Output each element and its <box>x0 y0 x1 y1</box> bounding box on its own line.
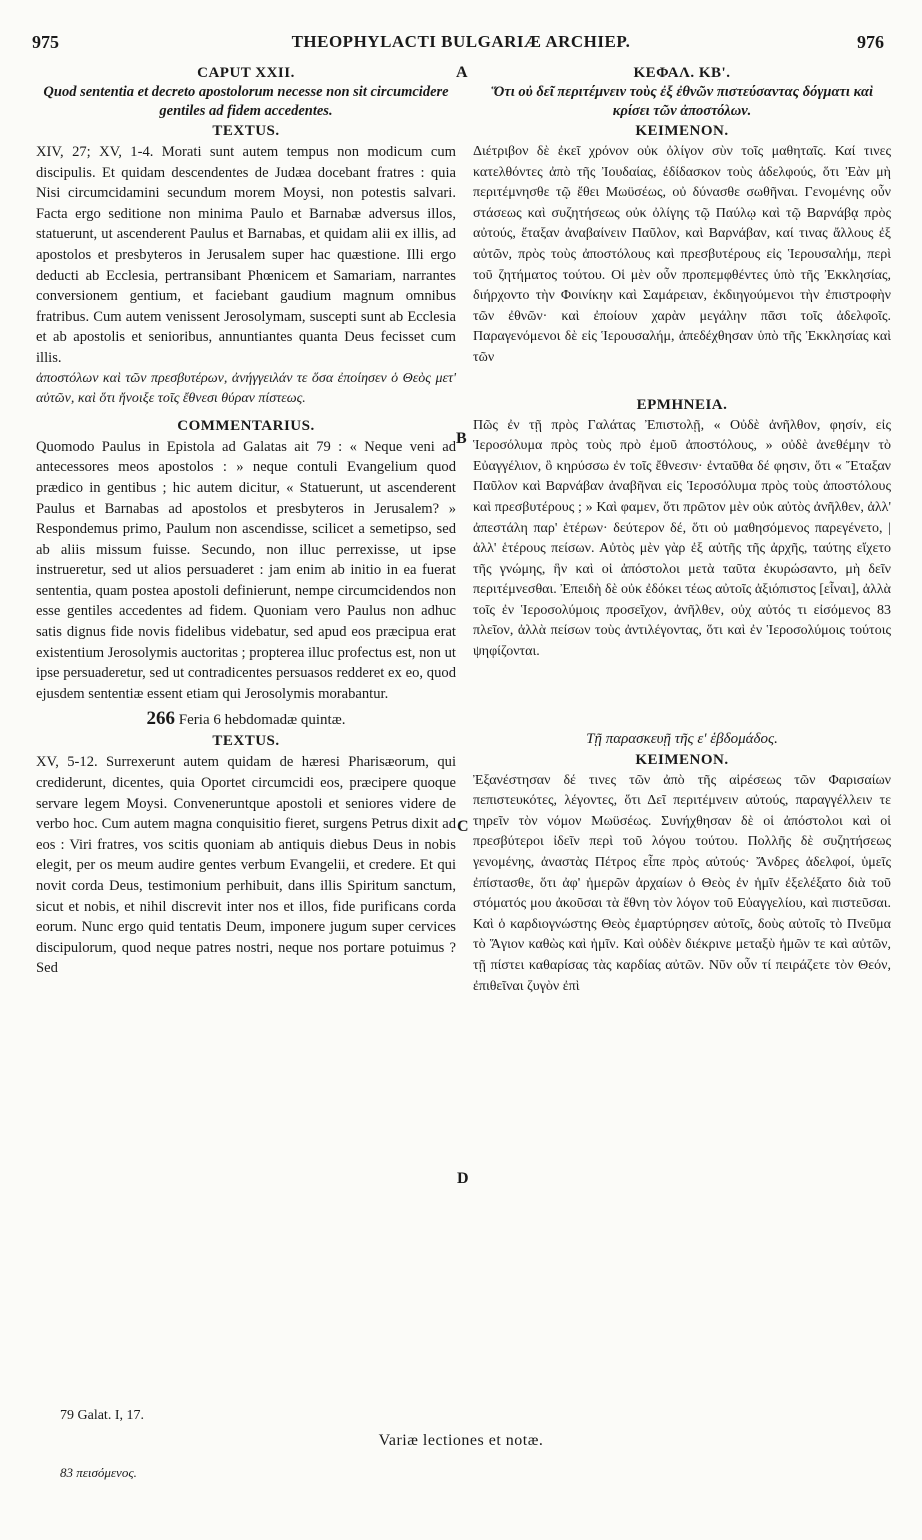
textus-heading-1: TEXTUS. <box>212 123 280 139</box>
keimenon-heading-1: ΚΕΙΜΕΝΟΝ. <box>635 123 729 139</box>
page-number-left: 975 <box>32 32 59 52</box>
latin-subtitle: Quod sententia et decreto apostolorum necesse non sit circumcidere gentiles ad fidem accedentes. <box>43 84 449 119</box>
latin-commentary: Quomodo Paulus in Epistola ad Galatas ait 79 : « Neque veni ad antecessores meos apostolos : » neque contuli Evangelium quod prædico in gentibus ; hic autem dicitur, « Statuerunt, ut ascenderent Paulus et Barnabas ad apostolos et presbyteros in Jerusalem? » Respondemus primo, Paulum non ascendisse, scilicet a semetipso, sed ab aliis missum fuisse. Secundo, non illuc perrexisse, ut ipse instrueretur, sed ut alios persuaderet : jam enim ab initio in ea fuerat sententia, quam postea apostoli definierunt, nempe circumcidendos non esse gentiles accedentes ad fidem. Quoniam vero Paulus non adhuc satis dignus fide novis fidelibus videbatur, sed apud eos præcipua erat existentium Jerosolymis auctoritas ; propterea illuc profectus est, non ut ipse persuaderetur, sed ut contradicentes persuasos redderet ex eo, quod ejusdem sententiæ essent etiam qui Jerosolymis morabantur. <box>36 438 456 702</box>
commentarius-heading: COMMENTARIUS. <box>177 417 315 434</box>
latin-text-1: XIV, 27; XV, 1-4. Morati sunt autem tempus non modicum cum discipulis. Et quidam descendentes de Judæa docebant fratres : quia Nisi circumcidamini secundum morem Moysi, non potestis salvari. Facta ergo seditione non minima Paulo et Barnabæ adversus illos, statuerunt, ut ascenderent Paulus et Barnabas, et quidam alii ex illis, ad apostolos et presbyteros in Jerusalem super hac quæstione. Illi ergo deducti ab Ecclesia, pertransibant Phœnicem et Samariam, narrantes conversionem gentium, et faciebant gaudium magnum omnibus fratribus. Cum autem venissent Jerosolymam, suscepti sunt ab Ecclesia et ab apostolis et senioribus, annuntiantes quanta Deus fecisset cum illis. <box>36 144 456 366</box>
greek-text-1: Διέτριβον δὲ ἐκεῖ χρόνον οὐκ ὀλίγον σὺν τοῖς μαθηταῖς. Καί τινες κατελθόντες ἀπὸ τῆς Ἰουδαίας, ἐδίδασκον τοὺς ἀδελφούς, ὅτι Ἐὰν μὴ περιτέμνησθε τῷ ἔθει Μωϋσέως, οὐ δύνασθε σωθῆναι. Γενομένης οὖν στάσεως καὶ συζητήσεως οὐκ ὀλίγης τῷ Παύλῳ καὶ τῷ Βαρνάβᾳ πρὸς αὐτούς, ἔταξαν ἀναβαίνειν Παῦλον, καὶ Βαρνάβαν, καί τινας ἄλλους ἐξ αὐτῶν, πρὸς τοὺς ἀποστόλους καὶ πρεσβυτέρους εἰς Ἱερουσαλήμ, περὶ τοῦ ζητήματος τούτου. Οἱ μὲν οὖν προπεμφθέντες ὑπὸ τῆς Ἐκκλησίας, διήρχοντο τὴν Φοινίκην καὶ Σαμάρειαν, ἐκδιηγούμενοι τὴν ἐπιστροφὴν τῶν ἐθνῶν· καὶ ἐποίουν χαρὰν μεγάλην πᾶσι τοῖς ἀδελφοῖς. Παραγενόμενοι δὲ εἰς Ἱερουσαλήμ, ἀπεδέχθησαν ὑπὸ τῆς Ἐκκλησίας καὶ τῶν <box>473 144 891 365</box>
latin-column <box>36 63 456 979</box>
page-number-right: 976 <box>857 32 884 52</box>
feria-label: Feria 6 hebdomadæ quintæ. <box>178 712 346 729</box>
greek-column <box>473 63 891 997</box>
greek-commentary: Πῶς ἐν τῇ πρὸς Γαλάτας Ἐπιστολῇ, « Οὐδὲ ἀνῆλθον, φησίν, εἰς Ἱεροσόλυμα πρὸς τοὺς πρὸ ἐμοῦ ἀποστόλους, » οὐδὲ ἀνεθέμην τὸ Εὐαγγέλιον, ὃ κηρύσσω ἐν τοῖς ἔθνεσιν· ἐνταῦθα δέ φησιν, ὅτι « Ἔταξαν Παῦλον καὶ Βαρνάβαν ἀναβῆναι εἰς Ἱεροσόλυμα πρὸς τοὺς ἀποστόλους καὶ πρεσβυτέρους ; » Καὶ φαμεν, ὅτι πρῶτον μὲν οὐκ αὐτὸς ἀνῆλθεν, ἀλλ' ἀπεστάλη παρ' ἑτέρων· δεύτερον δέ, ὅτι οὐ μαθησόμενος παρεγένετο, | ἀλλ' ἑτέρους πείσων. Αὐτὸς μὲν γὰρ ἐξ αὐτῆς τῆς ἀρχῆς, ταύτης εἴχετο τῆς γνώμης, ἣν καὶ οἱ ἀπόστολοι μετὰ ταῦτα ἐκυρώσαντο, μὴ δεῖν περιτέμνεσθαι. Ἐπειδὴ δὲ οὐκ ἐδόκει τέως αὐτοῖς ἀξιόπιστος [εἶναι], ἀλλὰ τοῖς ἐν Ἱεροσολύμοις προσεῖχον, ἀνῆλθεν, οὐχ αὐτός τι εἰσόμενος 83 πλεῖον, ἀλλὰ πείσων τοὺς ἀντιλέγοντας, ὅτι καὶ ἐν Ἱεροσολύμοις τούτοις ψηφίζονται. <box>473 417 891 660</box>
footnote-83: 83 πεισόμενος. <box>60 1465 137 1480</box>
greek-subtitle: Ὅτι οὐ δεῖ περιτέμνειν τοὺς ἐξ ἐθνῶν πιστεύσαντας δόγματι καὶ κρίσει τῶν ἀποστόλων. <box>490 84 874 119</box>
section-number: 266 <box>146 708 176 730</box>
latin-text-2: XV, 5-12. Surrexerunt autem quidam de hæresi Pharisæorum, qui crediderunt, dicentes, quia Oportet circumcidi eos, præcipere quoque servare legem Moysi. Conveneruntque apostoli et seniores videre de verbo hoc. Cum autem magna conquisitio fieret, surgens Petrus dixit ad eos : Viri fratres, vos scitis quoniam ab antiquis diebus Deus in nobis elegit, per os meum audire gentes verbum Evangelii, et credere. Et qui novit corda Deus, testimonium perhibuit, dans illis Spiritum sanctum, sicut et nobis, et nihil discrevit inter nos et illos, fide purificans corda eorum. Nunc ergo quid tentatis Deum, imponere jugum super cervices discipulorum, quod neque patres nostri, neque nos portare potuimus ? Sed <box>36 754 456 977</box>
paraskeue-heading: Τῇ παρασκευῇ τῆς ε' ἑβδομάδος. <box>586 730 778 747</box>
margin-letter-b: B <box>456 430 467 447</box>
margin-letter-d: D <box>457 1170 469 1187</box>
greek-overflow-line: ἀποστόλων καὶ τῶν πρεσβυτέρων, ἀνήγγειλάν τε ὅσα ἐποίησεν ὁ Θεὸς μετ' αὐτῶν, καὶ ὅτι ἤνοιξε τοῖς ἔθνεσι θύραν πίστεως. <box>36 370 456 407</box>
footnote-79: 79 Galat. I, 17. <box>60 1408 144 1423</box>
feria-heading <box>36 708 456 731</box>
hermeneia-heading: ΕΡΜΗΝΕΙΑ. <box>636 396 728 413</box>
margin-letter-c: C <box>457 818 469 835</box>
keimenon-heading-2: ΚΕΙΜΕΝΟΝ. <box>635 751 729 768</box>
running-title: THEOPHYLACTI BULGARIÆ ARCHIEP. <box>291 32 631 51</box>
variae-lectiones-heading: Variæ lectiones et notæ. <box>378 1432 544 1449</box>
kephalaion-heading: ΚΕΦΑΛ. ΚΒ'. <box>633 65 731 81</box>
textus-heading-2: TEXTUS. <box>212 733 280 750</box>
greek-text-2: Ἐξανέστησαν δέ τινες τῶν ἀπὸ τῆς αἱρέσεως τῶν Φαρισαίων πεπιστευκότες, λέγοντες, ὅτι Δεῖ περιτέμνειν αὐτούς, παραγγέλλειν τε τηρεῖν τὸν νόμον Μωϋσέως. Συνήχθησαν δὲ οἱ ἀπόστολοι καὶ οἱ πρεσβύτεροι ἰδεῖν περὶ τοῦ λόγου τούτου. Πολλῆς δὲ συζητήσεως γενομένης, ἀναστὰς Πέτρος εἶπε πρὸς αὐτούς· Ἄνδρες ἀδελφοί, ὑμεῖς ἐπίστασθε, ὅτι ἀφ' ἡμερῶν ἀρχαίων ὁ Θεὸς ἐν ἡμῖν ἐξελέξατο διὰ τοῦ στόματός μου ἀκοῦσαι τὰ ἔθνη τὸν λόγον τοῦ Εὐαγγελίου, καὶ πιστεῦσαι. Καὶ ὁ καρδιογνώστης Θεὸς ἐμαρτύρησεν αὐτοῖς, δοὺς αὐτοῖς τὸ Πνεῦμα τὸ Ἅγιον καθὼς καὶ ἡμῖν. Καὶ οὐδὲν διέκρινε μεταξὺ ἡμῶν τε καὶ αὐτῶν, τῇ πίστει καθαρίσας τὰς καρδίας αὐτῶν. Νῦν οὖν τί πειράζετε τὸν Θεόν, ἐπιθεῖναι ζυγὸν ἐπὶ <box>473 772 891 994</box>
caput-heading: CAPUT XXII. <box>197 65 295 81</box>
margin-letter-a: A <box>456 64 468 81</box>
